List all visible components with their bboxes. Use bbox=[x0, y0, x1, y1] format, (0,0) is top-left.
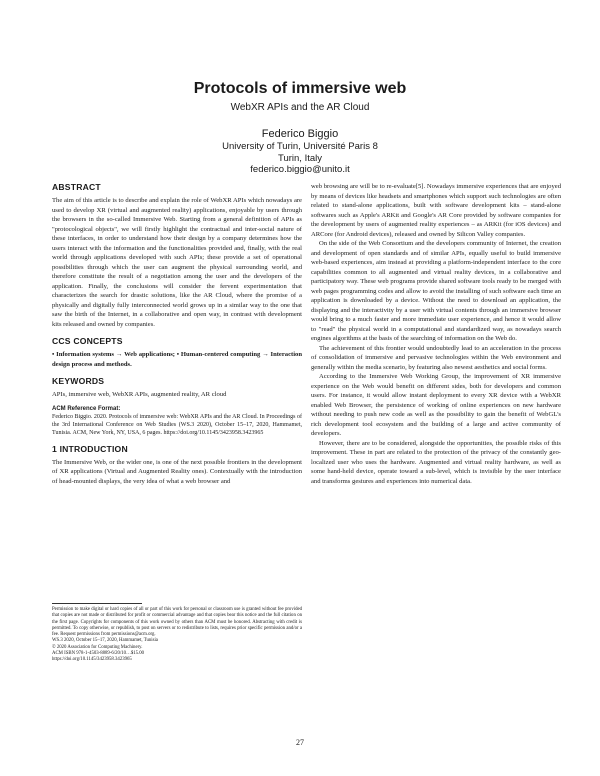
body-paragraph: However, there are to be considered, alongside the opportunities, the possible risks of this improvement. These in part are related to the protection of the privacy of the constantly geo-localized user who uses the hardware. Augmented and virtual reality hardware, as well as some hand-held device, operate toward a sub-level, which is invisible by the user interface and transforms gestures and experiences into numerical data. bbox=[311, 439, 561, 485]
page-number: 27 bbox=[296, 738, 304, 747]
author-location: Turin, Italy bbox=[278, 152, 322, 164]
body-paragraph: web browsing are will be to re-evaluate[5]. Nowadays immersive experiences that are enjoyed by means of devices like headsets and smartphones which support such technologies are often related to stand-alone applications, built with software development kits – stand-alone softwares such as Apple's ARKit and Google's AR Core provided by software companies for the development by users of augmented reality experiences – as ARKit (for iOS devices) and ARCore (for Android devices), released and owned by Silicon Valley companies. bbox=[311, 183, 561, 238]
permission-isbn: ACM ISBN 978-1-4503-8889-6/20/10…$15.00 bbox=[52, 651, 145, 657]
abstract-text: The aim of this article is to describe and explain the role of WebXR APIs which nowadays are used to develop XR (virtual and augmented reality) applications, enjoyable by users through the browsers in the so-called Immersive Web. Starting from a general definition of APIs as "protocological objects", we will firstly highlight the contractual and inter-social nature of these interfaces, in order to understand how their design by a company determines how the users interact with the information and the functionalities provided and, finally, with the real world through applications developed with such APIs; these provide a set of operational possibilities through which the user can augment the physical surrounding world, and therefore constitute the result of a negotiation among the user and the developers of the application. Finally, the conclusions will consider the fervent experimentation that characterizes the search for drastic solutions, like the AR Cloud, where the promise of a physically and digitally fully interconnected world grows up in a similar way to the one that saw the birth of the Internet, in a collaborative and open way, in contrast with development kits released and owned by companies. bbox=[52, 197, 302, 328]
body-paragraph: According to the Immersive Web Working Group, the improvement of XR immersive experience on the Web would benefit on different sides, both for developers and common users. For instance, it would allow instant deployment to every XR device with a WebXR enabled Web Browser, the persistence of working of online experiences on new hardware without needing to push new code as well as the possibility to gain the benefit of WebGL's rich development tool ecosystem and the building of a large and active community of developers. bbox=[311, 373, 561, 437]
right-column bbox=[311, 182, 561, 486]
footnote-rule bbox=[52, 603, 142, 604]
author-block bbox=[0, 128, 600, 176]
keywords-heading: KEYWORDS bbox=[52, 376, 105, 386]
introduction-heading: 1 INTRODUCTION bbox=[52, 443, 128, 454]
paper-title: Protocols of immersive web bbox=[193, 80, 407, 97]
left-column bbox=[52, 182, 302, 486]
author-email[interactable]: federico.biggio@unito.it bbox=[250, 164, 350, 175]
author-affiliation: University of Turin, Université Paris 8 bbox=[222, 141, 378, 152]
body-paragraph: The achievement of this frontier would undoubtedly lead to an acceleration in the process of consolidation of immersive and pervasive technologies within the Web environment and generally within the media scenario, by featuring also newest aesthetics and social forms. bbox=[311, 344, 561, 371]
permission-block bbox=[52, 607, 302, 664]
acm-reference-text: Federico Biggio. 2020. Protocols of immersive web: WebXR APIs and the AR Cloud. In Proceedings of the 3rd International Conference on Web Studies (WS.3 2020), October 15–17, 2020, Hammamet, Tunisia. ACM, New York, NY, USA, 6 pages. https://doi.org/10.1145/3423958.3423965 bbox=[52, 413, 302, 436]
permission-notice: Permission to make digital or hard copies of all or part of this work for personal or classroom use is granted without fee provided that copies are not made or distributed for profit or commercial advantage and that copies bear this notice and the full citation on the first page. Copyrights for components of this work owned by others than ACM must be honored. Abstracting with credit is permitted. To copy otherwise, or republish, to post on servers or to redistribute to lists, requires prior specific permission and/or a fee. Request permissions from permissions@acm.org. bbox=[52, 607, 302, 638]
permission-copyright: © 2020 Association for Computing Machinery. bbox=[52, 644, 143, 650]
permission-conf: WS.3 2020, October 15–17, 2020, Hammamet, Tunisia bbox=[52, 638, 158, 644]
ccs-text: • Information systems → Web applications; • Human-centered computing → Interaction design process and methods. bbox=[52, 351, 302, 368]
keywords-text: APIs, immersive web, WebXR APIs, augmented reality, AR cloud bbox=[52, 391, 227, 398]
author-name: Federico Biggio bbox=[261, 128, 339, 140]
paper-subtitle: WebXR APIs and the AR Cloud bbox=[230, 102, 370, 113]
abstract-heading: ABSTRACT bbox=[52, 182, 101, 192]
ccs-heading: CCS CONCEPTS bbox=[52, 336, 123, 346]
introduction-text: The Immersive Web, or the wider one, is one of the next possible frontiers in the development of XR applications (Virtual and Augmented Reality ones). Contextually with the introduction of head-mounted displays, the very idea of what a web browser and bbox=[52, 458, 302, 485]
permission-doi[interactable]: https://doi.org/10.1145/3423958.3423965 bbox=[52, 657, 132, 663]
body-paragraph: On the side of the Web Consortium and the developers community of Internet, the creation and development of open standards and of similar APIs, equally useful to build immersive web-based experiences, aim instead at providing a platform-independent interface to the core capabilities common to all augmented and virtual reality devices, in a collaborative and participatory way. These web programs provide shared software tools ready to be merged with web pages programming codes and allow to avoid the installing of such software each time an application is downloaded by a device. Without the need to download an application, the displaying and the interactivity by a user with virtual contents through an immersive browser would bring to a much faster and more immediate user experience, and hence it would allow to "read" the physical world in a computational and standardized way, as nowadays search engines algorithms at the basis of the searching of information on the Web do. bbox=[311, 240, 561, 342]
acm-reference-heading: ACM Reference Format: bbox=[52, 405, 121, 412]
